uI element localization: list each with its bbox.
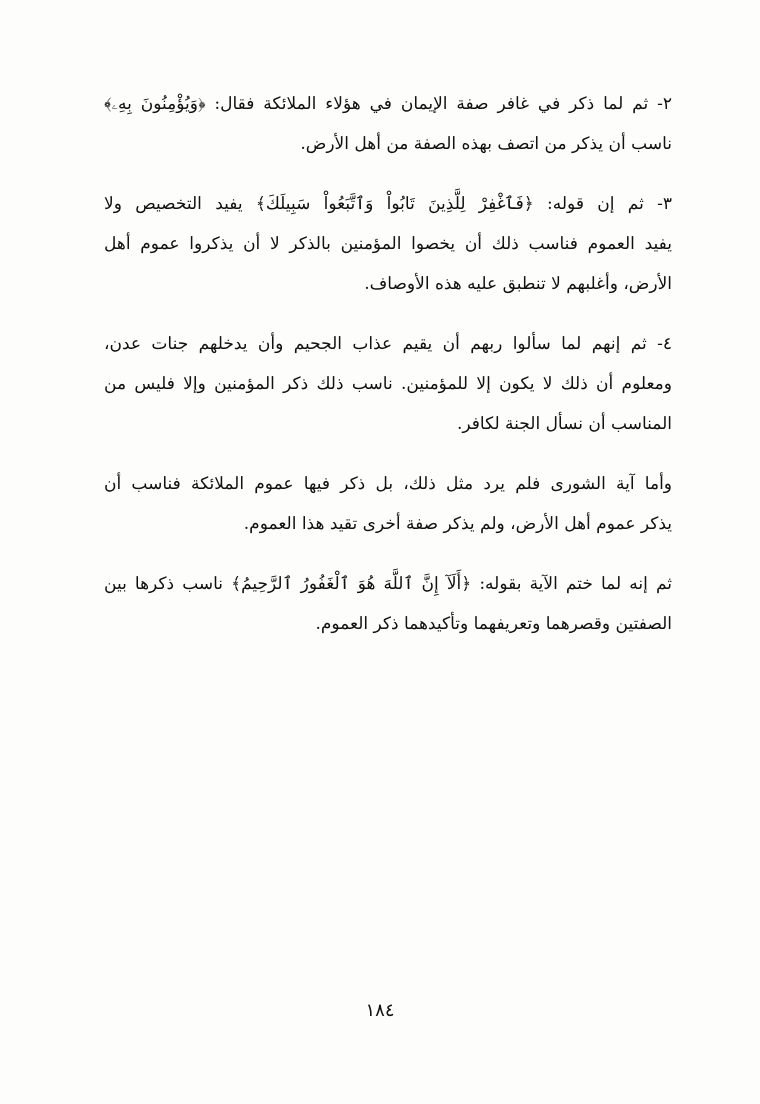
paragraph-closing — [104, 564, 672, 644]
paragraph-line: ناسب أن يذكر من اتصف بهذه الصفة من أهل الأرض. — [300, 134, 672, 154]
paragraph-line: وأما آية الشورى فلم يرد مثل ذلك، بل ذكر فيها عموم الملائكة فناسب أن — [104, 474, 672, 494]
paragraph-line: ٣- ثم إن قوله: ﴿فَٱغْفِرْ لِلَّذِينَ تَابُواْ وَٱتَّبَعُواْ سَبِيلَكَ﴾ يفيد التخصيص ولا — [104, 194, 672, 214]
page-number: ١٨٤ — [365, 1000, 395, 1021]
paragraph-line: الأرض، وأغلبهم لا تنطبق عليه هذه الأوصاف. — [364, 274, 672, 294]
paragraph-line: ومعلوم أن ذلك لا يكون إلا للمؤمنين. ناسب ذلك ذكر المؤمنين وإلا فليس من — [104, 374, 672, 394]
paragraph-line: ٢- ثم لما ذكر في غافر صفة الإيمان في هؤلاء الملائكة فقال: ﴿وَيُؤْمِنُونَ بِهِۦ﴾ — [104, 94, 672, 114]
paragraph-line: يفيد العموم فناسب ذلك أن يخصوا المؤمنين بالذكر لا أن يذكروا عموم أهل — [104, 234, 672, 254]
paragraph-4 — [104, 324, 672, 444]
paragraph-line: ثم إنه لما ختم الآية بقوله: ﴿أَلَآ إِنَّ ٱللَّهَ هُوَ ٱلْغَفُورُ ٱلرَّحِيمُ﴾ ناسب ذكرها بين — [104, 574, 672, 594]
paragraph-shura — [104, 464, 672, 544]
paragraph-line: ٤- ثم إنهم لما سألوا ربهم أن يقيم عذاب الجحيم وأن يدخلهم جنات عدن، — [104, 334, 672, 354]
paragraph-3 — [104, 184, 672, 304]
paragraph-2 — [104, 84, 672, 164]
page-body — [104, 84, 672, 664]
paragraph-line: الصفتين وقصرهما وتعريفهما وتأكيدهما ذكر العموم. — [315, 614, 672, 634]
paragraph-line: المناسب أن نسأل الجنة لكافر. — [456, 414, 672, 434]
paragraph-line: يذكر عموم أهل الأرض، ولم يذكر صفة أخرى تقيد هذا العموم. — [243, 514, 672, 534]
